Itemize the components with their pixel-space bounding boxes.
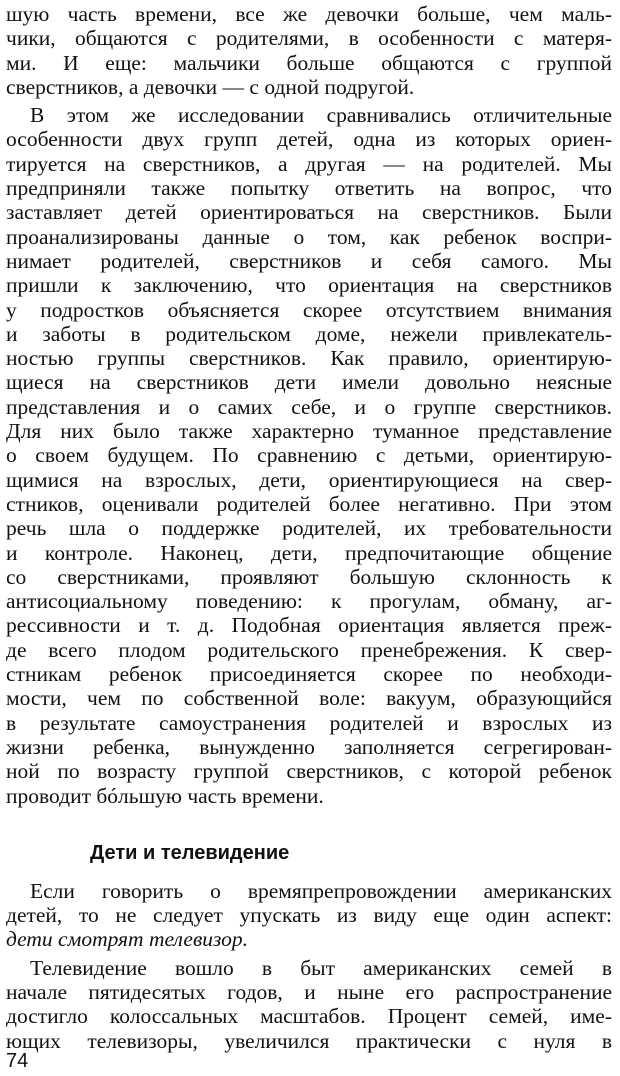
- text-line: о своем будущем. По сравнению с детьми, ориентирую-: [6, 443, 612, 468]
- continued-paragraph: [6, 2, 612, 99]
- text-line: ми. И еще: мальчики больше общаются с группой: [6, 50, 612, 75]
- section-heading: Дети и телевидение: [90, 841, 290, 864]
- text-line: шую часть времени, все же девочки больше, чем маль-: [6, 2, 612, 26]
- page-number: 74: [6, 1050, 29, 1072]
- text-line: проанализированы данные о том, как ребенок воспри-: [6, 224, 612, 249]
- text-line: начале пятидесятых годов, и ныне его распространение: [6, 979, 612, 1004]
- text-line: де всего плодом родительского пренебрежения. К свер-: [6, 637, 612, 662]
- text-line: чики, общаются с родителями, в особенности с матеря-: [6, 26, 612, 51]
- text-line: антисоциальному поведению: к прогулам, обману, аг-: [6, 589, 612, 614]
- book-page: [6, 2, 612, 1053]
- text-line: особенности двух групп детей, одна из которых ориен-: [6, 127, 612, 152]
- text-line: Для них было также характерно туманное представление: [6, 419, 612, 444]
- text-line: и заботы в родительском доме, нежели привлекатель-: [6, 321, 612, 346]
- text-line: в результате самоустранения родителей и взрослых из: [6, 710, 612, 735]
- text-line: ющих телевизоры, увеличился практически с нуля в: [6, 1028, 612, 1053]
- text-line: сверстников, а девочки — с одной подругой.: [6, 74, 415, 99]
- text-line: стников, оценивали родителей более негативно. При этом: [6, 491, 612, 516]
- text-line: Телевидение вошло в быт американских семей в: [30, 955, 612, 980]
- text-line: достигло колоссальных масштабов. Процент семей, име-: [6, 1004, 612, 1029]
- tv-intro-paragraph: [6, 879, 612, 952]
- text-line: нимает родителей, сверстников и себя самого. Мы: [6, 248, 612, 273]
- emphasis-line: дети смотрят телевизор.: [6, 927, 249, 952]
- text-line: детей, то не следует упускать из виду еще один аспект:: [6, 903, 612, 928]
- text-line: жизни ребенка, вынужденно заполняется сегрегирован-: [6, 734, 612, 759]
- text-line: мости, чем по собственной воле: вакуум, образующийся: [6, 686, 612, 711]
- text-line: у подростков объясняется скорее отсутствием внимания: [6, 297, 612, 322]
- text-line: стникам ребенок присоединяется скорее по необходи-: [6, 662, 612, 687]
- text-line: представления и о самих себе, и о группе сверстников.: [6, 394, 612, 419]
- text-line: ностью группы сверстников. Как правило, ориентирую-: [6, 346, 612, 371]
- text-line: щимися на взрослых, дети, ориентирующиеся на свер-: [6, 467, 612, 492]
- text-line: Если говорить о времяпрепровождении американских: [30, 878, 612, 903]
- text-line: пришли к заключению, что ориентация на сверстников: [6, 273, 612, 298]
- text-line: проводит бóльшую часть времени.: [6, 783, 324, 808]
- text-line: щиеся на сверстников дети имели довольно неясные: [6, 370, 612, 395]
- text-line: ной по возрасту группой сверстников, с которой ребенок: [6, 759, 612, 784]
- text-line: и контроле. Наконец, дети, предпочитающие общение: [6, 540, 612, 565]
- text-line: со сверстниками, проявляют большую склонность к: [6, 564, 612, 589]
- text-line: речь шла о поддержке родителей, их требовательности: [6, 516, 612, 541]
- text-line: В этом же исследовании сравнивались отличительные: [30, 103, 612, 128]
- tv-paragraph: [6, 956, 612, 1053]
- text-line: тируется на сверстников, а другая — на родителей. Мы: [6, 151, 612, 176]
- text-line: заставляет детей ориентироваться на сверстников. Были: [6, 200, 612, 225]
- text-line: рессивности и т. д. Подобная ориентация является преж-: [6, 613, 612, 638]
- text-line: предприняли также попытку ответить на вопрос, что: [6, 176, 612, 201]
- research-paragraph: [6, 103, 612, 808]
